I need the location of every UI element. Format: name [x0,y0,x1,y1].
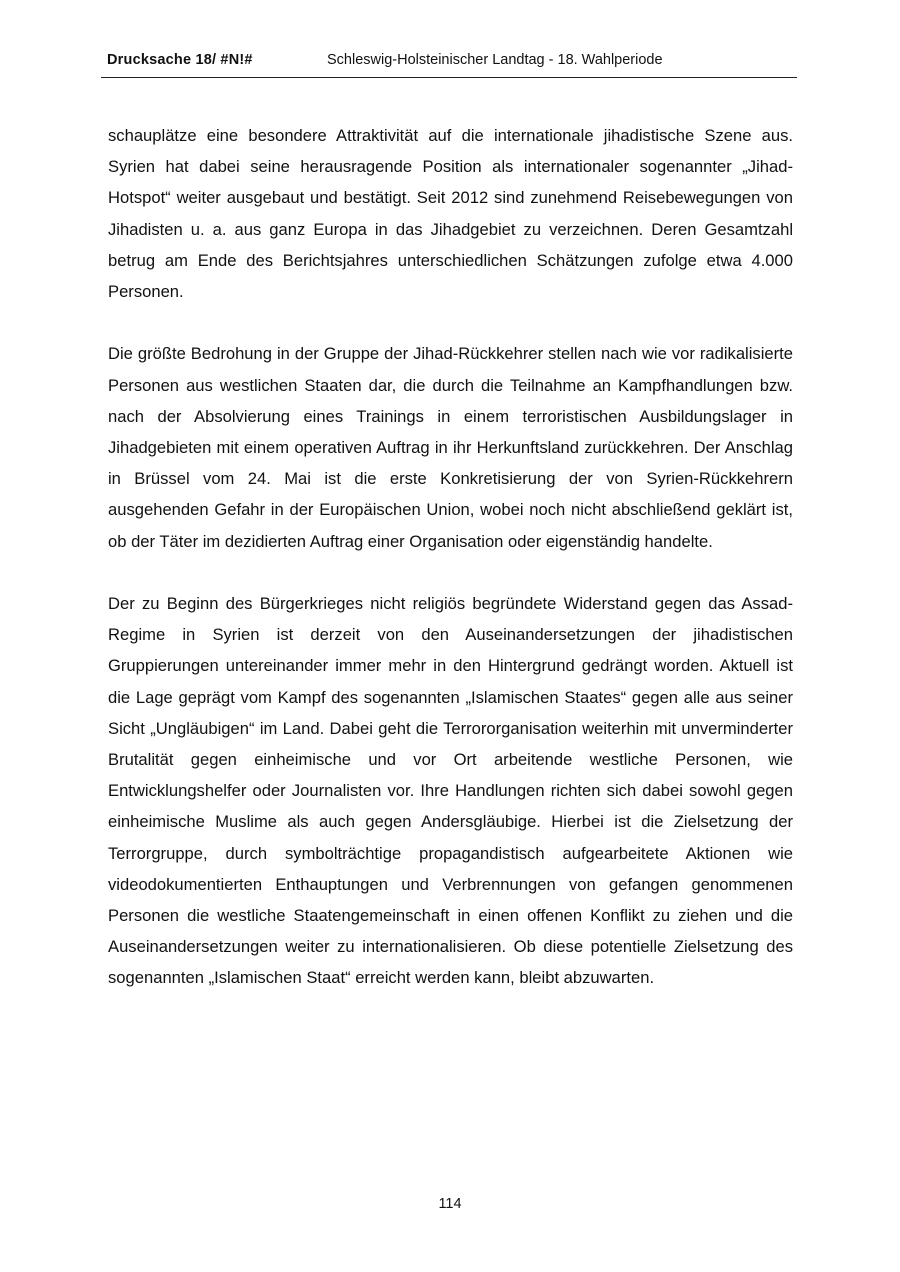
page-header [101,50,797,78]
document-number: Drucksache 18/ #N!# [107,52,253,68]
document-body [108,120,793,1025]
page-number: 114 [438,1196,462,1212]
paragraph-3: Der zu Beginn des Bürgerkrieges nicht religiös begründete Widerstand gegen das Assad-Regime in Syrien ist derzeit von den Auseinandersetzungen der jihadistischen Gruppierungen untereinander immer mehr in den Hintergrund gedrängt worden. Aktuell ist die Lage geprägt vom Kampf des sogenannten „Islamischen Staates“ gegen alle aus seiner Sicht „Ungläubigen“ im Land. Dabei geht die Terrororganisation weiterhin mit unverminderter Brutalität gegen einheimische und vor Ort arbeitende westliche Personen, wie Entwicklungshelfer oder Journalisten vor. Ihre Handlungen richten sich dabei sowohl gegen einheimische Muslime als auch gegen Andersgläubige. Hierbei ist die Zielsetzung der Terrorgruppe, durch symbolträchtige propagandistisch aufgearbeitete Aktionen wie videodokumentierten Enthauptungen und Verbrennungen von gefangen genommenen Personen die westliche Staatengemeinschaft in einen offenen Konflikt zu ziehen und die Auseinandersetzungen weiter zu internationalisieren. Ob diese potentielle Zielsetzung des sogenannten „Islamischen Staat“ erreicht werden kann, bleibt abzuwarten. [108,594,793,988]
paragraph-1: schauplätze eine besondere Attraktivität auf die internationale jihadistische Szene aus. Syrien hat dabei seine herausragende Position als internationaler sogenannter „Jihad-Hotspot“ weiter ausgebaut und bestätigt. Seit 2012 sind zunehmend Reisebewegungen von Jihadisten u. a. aus ganz Europa in das Jihadgebiet zu verzeichnen. Deren Gesamtzahl betrug am Ende des Berichtsjahres unterschiedlichen Schätzungen zufolge etwa 4.000 Personen. [108,126,793,302]
paragraph-2: Die größte Bedrohung in der Gruppe der Jihad-Rückkehrer stellen nach wie vor radikalisierte Personen aus westlichen Staaten dar, die durch die Teilnahme an Kampfhandlungen bzw. nach der Absolvierung eines Trainings in einem terroristischen Ausbildungslager in Jihadgebieten mit einem operativen Auftrag in ihr Herkunftsland zurückkehren. Der Anschlag in Brüssel vom 24. Mai ist die erste Konkretisierung der von Syrien-Rückkehrern ausgehenden Gefahr in der Europäischen Union, wobei noch nicht abschließend geklärt ist, ob der Täter im dezidierten Auftrag einer Organisation oder eigenständig handelte. [108,344,793,551]
header-title: Schleswig-Holsteinischer Landtag - 18. Wahlperiode [327,52,663,68]
